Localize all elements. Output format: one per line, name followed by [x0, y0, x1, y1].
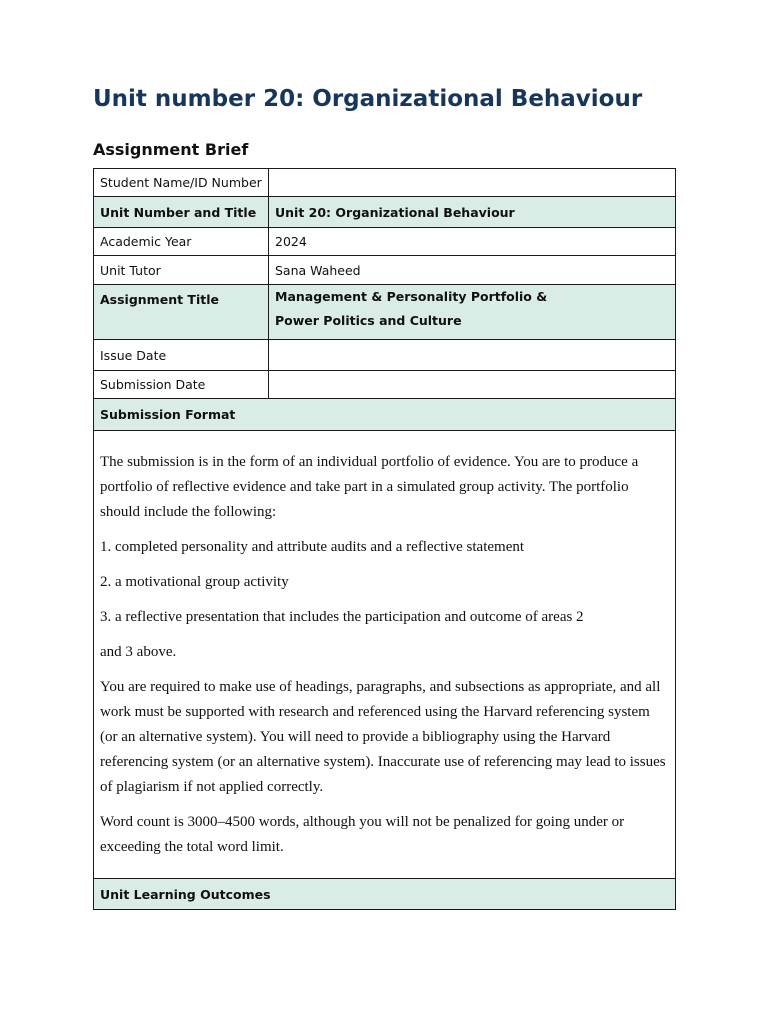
row-assignment-title	[94, 285, 676, 340]
submission-intro-paragraph: The submission is in the form of an individual portfolio of evidence. You are to produce a portfolio of reflective evidence and take part in a simulated group activity. The portfolio should include the following:	[100, 453, 639, 520]
submission-format-label: Submission Format	[94, 399, 676, 431]
submission-item-3-continued: and 3 above.	[100, 643, 177, 660]
assignment-title-value	[269, 285, 676, 340]
row-student-name	[94, 169, 676, 197]
referencing-paragraph: You are required to make use of headings, paragraphs, and subsections as appropriate, and all work must be supported with research and referenced using the Harvard referencing system (or an alternative system). You will need to provide a bibliography using the Harvard referencing system (or an alternative system). Inaccurate use of referencing may lead to issues of plagiarism if not applied correctly.	[100, 678, 666, 795]
assignment-title-label: Assignment Title	[94, 285, 269, 340]
issue-date-value	[269, 340, 676, 371]
row-submission-format-content	[94, 431, 676, 879]
issue-date-label: Issue Date	[94, 340, 269, 371]
document-title: Unit number 20: Organizational Behaviour	[93, 86, 643, 112]
row-submission-date	[94, 371, 676, 399]
unit-learning-outcomes-label: Unit Learning Outcomes	[94, 879, 676, 910]
assignment-brief-table	[93, 168, 676, 910]
unit-number-label: Unit Number and Title	[94, 197, 269, 228]
assignment-title-line1: Management & Personality Portfolio &	[275, 289, 548, 304]
submission-format-content	[94, 431, 676, 879]
row-submission-format-header	[94, 399, 676, 431]
submission-item-3: 3. a reflective presentation that includes the participation and outcome of areas 2	[100, 608, 584, 625]
academic-year-label: Academic Year	[94, 228, 269, 256]
unit-tutor-label: Unit Tutor	[94, 256, 269, 285]
assignment-brief-heading: Assignment Brief	[93, 140, 249, 159]
student-name-label: Student Name/ID Number	[94, 169, 269, 197]
row-academic-year	[94, 228, 676, 256]
row-issue-date	[94, 340, 676, 371]
academic-year-value: 2024	[269, 228, 676, 256]
assignment-title-line2: Power Politics and Culture	[275, 313, 462, 328]
submission-item-2: 2. a motivational group activity	[100, 573, 289, 590]
student-name-value	[269, 169, 676, 197]
unit-tutor-value: Sana Waheed	[269, 256, 676, 285]
submission-item-1: 1. completed personality and attribute audits and a reflective statement	[100, 538, 525, 555]
unit-number-value: Unit 20: Organizational Behaviour	[269, 197, 676, 228]
row-unit-learning-outcomes	[94, 879, 676, 910]
word-count-paragraph: Word count is 3000–4500 words, although you will not be penalized for going under or exceeding the total word limit.	[100, 813, 625, 855]
submission-date-label: Submission Date	[94, 371, 269, 399]
submission-date-value	[269, 371, 676, 399]
row-unit-number	[94, 197, 676, 228]
row-unit-tutor	[94, 256, 676, 285]
